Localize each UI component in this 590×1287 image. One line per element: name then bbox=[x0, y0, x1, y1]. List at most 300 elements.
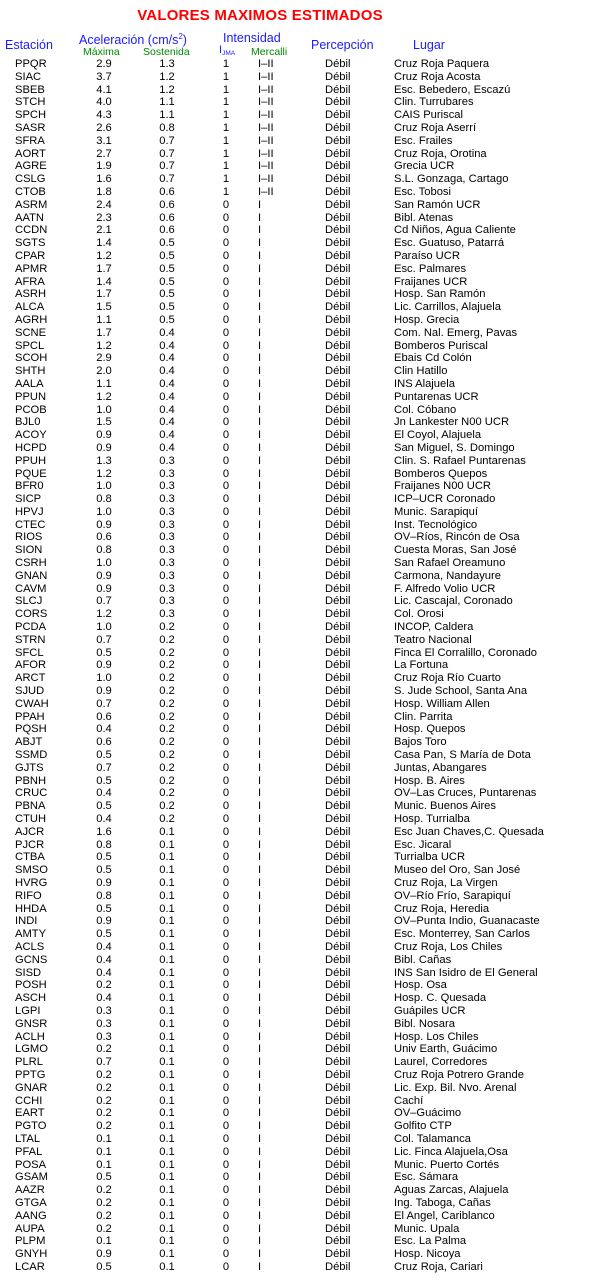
table-row bbox=[0, 813, 590, 826]
mercalli-intensity-cell: I bbox=[258, 249, 262, 262]
max-acceleration-cell: 0.4 bbox=[96, 813, 112, 826]
max-acceleration-cell: 1.2 bbox=[96, 339, 112, 352]
location-cell: Juntas, Abangares bbox=[394, 761, 487, 774]
mercalli-intensity-cell: I bbox=[258, 1184, 262, 1197]
location-cell: Clin Hatillo bbox=[394, 365, 448, 378]
subheader-maxima: Máxima bbox=[83, 46, 120, 58]
station-code-cell: PLRL bbox=[15, 1056, 43, 1069]
perception-cell: Débil bbox=[325, 710, 351, 723]
location-cell: Bajos Toro bbox=[394, 736, 447, 749]
max-acceleration-cell: 1.8 bbox=[96, 185, 112, 198]
station-code-cell: PCOB bbox=[15, 403, 47, 416]
table-row bbox=[0, 762, 590, 775]
station-code-cell: SICP bbox=[15, 493, 42, 506]
table-row bbox=[0, 148, 590, 161]
station-code-cell: PPUN bbox=[15, 390, 47, 403]
mercalli-intensity-cell: I bbox=[258, 685, 262, 698]
perception-cell: Débil bbox=[325, 390, 351, 403]
station-code-cell: PLPM bbox=[15, 1235, 46, 1248]
table-row bbox=[0, 391, 590, 404]
perception-cell: Débil bbox=[325, 940, 351, 953]
table-row bbox=[0, 314, 590, 327]
jma-intensity-cell: 0 bbox=[222, 1260, 230, 1273]
sustained-acceleration-cell: 0.2 bbox=[159, 774, 175, 787]
station-code-cell: AFRA bbox=[15, 275, 45, 288]
location-cell: INS San Isidro de El General bbox=[394, 966, 538, 979]
mercalli-intensity-cell: I bbox=[258, 877, 262, 889]
perception-cell: Débil bbox=[325, 608, 351, 621]
max-acceleration-cell: 0.5 bbox=[96, 864, 112, 877]
mercalli-intensity-cell: I bbox=[258, 595, 262, 608]
jma-intensity-cell: 0 bbox=[222, 557, 230, 570]
sustained-acceleration-cell: 0.1 bbox=[159, 1004, 175, 1017]
table-row bbox=[0, 877, 590, 890]
station-code-cell: SISD bbox=[15, 966, 42, 979]
jma-intensity-cell: 0 bbox=[222, 198, 230, 211]
table-row bbox=[0, 122, 590, 135]
sustained-acceleration-cell: 0.2 bbox=[159, 787, 175, 800]
mercalli-intensity-cell: I–II bbox=[258, 121, 274, 134]
table-row bbox=[0, 634, 590, 647]
station-code-cell: SFRA bbox=[15, 134, 45, 147]
header-aceleracion-exponent: 2 bbox=[178, 32, 183, 41]
perception-cell: Débil bbox=[325, 531, 351, 544]
jma-intensity-cell: 0 bbox=[222, 1248, 230, 1261]
table-row bbox=[0, 1043, 590, 1056]
location-cell: Cruz Roja, La Virgen bbox=[394, 877, 498, 889]
table-row bbox=[0, 96, 590, 109]
station-code-cell: SJUD bbox=[15, 685, 45, 698]
table-row bbox=[0, 71, 590, 84]
perception-cell: Débil bbox=[325, 1196, 351, 1209]
max-acceleration-cell: 0.2 bbox=[96, 1120, 112, 1133]
table-row bbox=[0, 672, 590, 685]
jma-intensity-cell: 0 bbox=[222, 288, 230, 301]
max-acceleration-cell: 1.6 bbox=[96, 173, 112, 186]
table-row bbox=[0, 1133, 590, 1146]
jma-intensity-cell: 0 bbox=[222, 1120, 230, 1133]
sustained-acceleration-cell: 0.4 bbox=[159, 441, 175, 454]
perception-cell: Débil bbox=[325, 288, 351, 301]
sustained-acceleration-cell: 0.1 bbox=[159, 1043, 175, 1056]
perception-cell: Débil bbox=[325, 173, 351, 186]
jma-intensity-cell: 0 bbox=[222, 301, 230, 314]
location-cell: Munic. Puerto Cortés bbox=[394, 1158, 500, 1171]
perception-cell: Débil bbox=[325, 1235, 351, 1248]
station-code-cell: GNAR bbox=[15, 1081, 48, 1094]
perception-cell: Débil bbox=[325, 185, 351, 198]
jma-intensity-cell: 0 bbox=[222, 800, 230, 813]
mercalli-intensity-cell: I bbox=[258, 1222, 262, 1235]
max-acceleration-cell: 0.2 bbox=[96, 1184, 112, 1197]
mercalli-intensity-cell: I–II bbox=[258, 160, 274, 173]
jma-intensity-cell: 0 bbox=[222, 1043, 230, 1056]
max-acceleration-cell: 1.4 bbox=[96, 275, 112, 288]
jma-intensity-cell: 0 bbox=[222, 672, 230, 685]
max-acceleration-cell: 1.2 bbox=[96, 608, 112, 621]
sustained-acceleration-cell: 0.1 bbox=[159, 902, 175, 915]
perception-cell: Débil bbox=[325, 1004, 351, 1017]
table-row bbox=[0, 544, 590, 557]
table-row bbox=[0, 173, 590, 186]
mercalli-intensity-cell: I bbox=[258, 915, 262, 928]
location-cell: ICP–UCR Coronado bbox=[394, 493, 496, 506]
perception-cell: Débil bbox=[325, 365, 351, 378]
mercalli-intensity-cell: I bbox=[258, 301, 262, 314]
perception-cell: Débil bbox=[325, 480, 351, 493]
max-acceleration-cell: 4.1 bbox=[96, 83, 112, 96]
station-code-cell: ASCH bbox=[15, 992, 47, 1005]
jma-intensity-cell: 0 bbox=[222, 224, 230, 237]
location-cell: Col. Talamanca bbox=[394, 1132, 471, 1145]
mercalli-intensity-cell: I bbox=[258, 557, 262, 570]
station-code-cell: SCNE bbox=[15, 326, 47, 339]
perception-cell: Débil bbox=[325, 953, 351, 966]
sustained-acceleration-cell: 0.3 bbox=[159, 480, 175, 493]
mercalli-intensity-cell: I bbox=[258, 646, 262, 659]
station-code-cell: LTAL bbox=[15, 1132, 41, 1145]
table-row bbox=[0, 237, 590, 250]
max-acceleration-cell: 0.6 bbox=[96, 531, 112, 544]
jma-intensity-cell: 0 bbox=[222, 275, 230, 288]
max-acceleration-cell: 0.8 bbox=[96, 838, 112, 851]
perception-cell: Débil bbox=[325, 1222, 351, 1235]
max-acceleration-cell: 1.0 bbox=[96, 403, 112, 416]
table-row bbox=[0, 493, 590, 506]
jma-intensity-cell: 0 bbox=[222, 992, 230, 1005]
mercalli-intensity-cell: I bbox=[258, 851, 262, 864]
sustained-acceleration-cell: 0.4 bbox=[159, 377, 175, 390]
jma-intensity-cell: 0 bbox=[222, 902, 230, 915]
mercalli-intensity-cell: I bbox=[258, 1158, 262, 1171]
mercalli-intensity-cell: I bbox=[258, 1056, 262, 1069]
jma-intensity-cell: 0 bbox=[222, 646, 230, 659]
sustained-acceleration-cell: 0.1 bbox=[159, 1235, 175, 1248]
sustained-acceleration-cell: 0.1 bbox=[159, 1068, 175, 1081]
max-acceleration-cell: 3.7 bbox=[96, 70, 112, 83]
jma-intensity-cell: 0 bbox=[222, 1081, 230, 1094]
station-code-cell: AMTY bbox=[15, 928, 47, 941]
table-row bbox=[0, 416, 590, 429]
jma-intensity-cell: 0 bbox=[222, 851, 230, 864]
station-code-cell: HPVJ bbox=[15, 505, 44, 518]
max-acceleration-cell: 1.5 bbox=[96, 301, 112, 314]
table-row bbox=[0, 455, 590, 468]
mercalli-intensity-cell: I bbox=[258, 813, 262, 826]
mercalli-intensity-cell: I bbox=[258, 608, 262, 621]
header-aceleracion-label: Aceleración (cm/s bbox=[79, 33, 179, 47]
subheader-ijma-subscript: JMA bbox=[222, 50, 236, 57]
jma-intensity-cell: 0 bbox=[222, 390, 230, 403]
max-acceleration-cell: 1.2 bbox=[96, 467, 112, 480]
max-acceleration-cell: 1.6 bbox=[96, 825, 112, 838]
max-acceleration-cell: 0.7 bbox=[96, 761, 112, 774]
station-code-cell: APMR bbox=[15, 262, 48, 275]
perception-cell: Débil bbox=[325, 864, 351, 877]
table-row bbox=[0, 915, 590, 928]
max-acceleration-cell: 1.2 bbox=[96, 390, 112, 403]
station-code-cell: SPCH bbox=[15, 109, 47, 122]
table-row bbox=[0, 1171, 590, 1184]
mercalli-intensity-cell: I bbox=[258, 544, 262, 557]
table-row bbox=[0, 941, 590, 954]
station-code-cell: AUPA bbox=[15, 1222, 45, 1235]
perception-cell: Débil bbox=[325, 736, 351, 749]
perception-cell: Débil bbox=[325, 1260, 351, 1273]
sustained-acceleration-cell: 0.6 bbox=[159, 224, 175, 237]
header-aceleracion-close: ) bbox=[182, 33, 187, 47]
location-cell: Esc. Palmares bbox=[394, 262, 467, 275]
location-cell: Paraíso UCR bbox=[394, 249, 460, 262]
subheader-sostenida: Sostenida bbox=[143, 46, 190, 58]
sustained-acceleration-cell: 0.2 bbox=[159, 736, 175, 749]
sustained-acceleration-cell: 0.1 bbox=[159, 1248, 175, 1261]
mercalli-intensity-cell: I bbox=[258, 467, 262, 480]
location-cell: Lic. Exp. Bil. Nvo. Arenal bbox=[394, 1081, 517, 1094]
station-code-cell: CPAR bbox=[15, 249, 46, 262]
sustained-acceleration-cell: 0.1 bbox=[159, 992, 175, 1005]
table-row bbox=[0, 723, 590, 736]
sustained-acceleration-cell: 0.2 bbox=[159, 813, 175, 826]
jma-intensity-cell: 0 bbox=[222, 685, 230, 698]
max-acceleration-cell: 0.6 bbox=[96, 736, 112, 749]
station-code-cell: GNSR bbox=[15, 1017, 48, 1030]
perception-cell: Débil bbox=[325, 966, 351, 979]
max-acceleration-cell: 0.9 bbox=[96, 877, 112, 889]
sustained-acceleration-cell: 0.2 bbox=[159, 659, 175, 672]
jma-intensity-cell: 0 bbox=[222, 1030, 230, 1043]
location-cell: Carmona, Nandayure bbox=[394, 569, 501, 582]
sustained-acceleration-cell: 0.1 bbox=[159, 1209, 175, 1222]
perception-cell: Débil bbox=[325, 1248, 351, 1261]
max-acceleration-cell: 2.9 bbox=[96, 58, 112, 70]
mercalli-intensity-cell: I bbox=[258, 339, 262, 352]
perception-cell: Débil bbox=[325, 595, 351, 608]
station-code-cell: AORT bbox=[15, 147, 46, 160]
max-acceleration-cell: 0.2 bbox=[96, 1068, 112, 1081]
perception-cell: Débil bbox=[325, 518, 351, 531]
sustained-acceleration-cell: 0.1 bbox=[159, 1017, 175, 1030]
station-table bbox=[0, 58, 590, 1274]
location-cell: Lic. Finca Alajuela,Osa bbox=[394, 1145, 508, 1158]
perception-cell: Débil bbox=[325, 979, 351, 992]
table-row bbox=[0, 903, 590, 916]
table-row bbox=[0, 647, 590, 660]
jma-intensity-cell: 1 bbox=[222, 160, 230, 173]
location-cell: S. Jude School, Santa Ana bbox=[394, 685, 528, 698]
sustained-acceleration-cell: 0.2 bbox=[159, 749, 175, 762]
jma-intensity-cell: 1 bbox=[222, 109, 230, 122]
perception-cell: Débil bbox=[325, 723, 351, 736]
mercalli-intensity-cell: I bbox=[258, 940, 262, 953]
perception-cell: Débil bbox=[325, 928, 351, 941]
station-code-cell: PJCR bbox=[15, 838, 45, 851]
sustained-acceleration-cell: 0.3 bbox=[159, 544, 175, 557]
station-code-cell: CSRH bbox=[15, 557, 47, 570]
station-code-cell: STCH bbox=[15, 96, 46, 109]
perception-cell: Débil bbox=[325, 646, 351, 659]
max-acceleration-cell: 0.1 bbox=[96, 1132, 112, 1145]
mercalli-intensity-cell: I–II bbox=[258, 83, 274, 96]
max-acceleration-cell: 1.0 bbox=[96, 672, 112, 685]
jma-intensity-cell: 0 bbox=[222, 493, 230, 506]
mercalli-intensity-cell: I bbox=[258, 1260, 262, 1273]
perception-cell: Débil bbox=[325, 774, 351, 787]
max-acceleration-cell: 2.3 bbox=[96, 211, 112, 224]
location-cell: OV–Las Cruces, Puntarenas bbox=[394, 787, 537, 800]
perception-cell: Débil bbox=[325, 1209, 351, 1222]
mercalli-intensity-cell: I bbox=[258, 749, 262, 762]
sustained-acceleration-cell: 0.1 bbox=[159, 1145, 175, 1158]
mercalli-intensity-cell: I bbox=[258, 237, 262, 250]
location-cell: Esc. Frailes bbox=[394, 134, 453, 147]
location-cell: Cruz Roja Acosta bbox=[394, 70, 481, 83]
station-code-cell: PQUE bbox=[15, 467, 47, 480]
perception-cell: Débil bbox=[325, 1017, 351, 1030]
sustained-acceleration-cell: 0.3 bbox=[159, 569, 175, 582]
mercalli-intensity-cell: I bbox=[258, 787, 262, 800]
location-cell: Hosp. San Ramón bbox=[394, 288, 486, 301]
table-row bbox=[0, 992, 590, 1005]
location-cell: Museo del Oro, San José bbox=[394, 864, 521, 877]
station-code-cell: CSLG bbox=[15, 173, 46, 186]
sustained-acceleration-cell: 1.1 bbox=[159, 96, 175, 109]
jma-intensity-cell: 0 bbox=[222, 877, 230, 889]
jma-intensity-cell: 0 bbox=[222, 1068, 230, 1081]
location-cell: Cruz Roja, Orotina bbox=[394, 147, 487, 160]
location-cell: San Miguel, S. Domingo bbox=[394, 441, 515, 454]
max-acceleration-cell: 0.6 bbox=[96, 710, 112, 723]
jma-intensity-cell: 0 bbox=[222, 787, 230, 800]
station-code-cell: PFAL bbox=[15, 1145, 43, 1158]
mercalli-intensity-cell: I bbox=[258, 1107, 262, 1120]
table-row bbox=[0, 570, 590, 583]
mercalli-intensity-cell: I bbox=[258, 493, 262, 506]
table-row bbox=[0, 685, 590, 698]
jma-intensity-cell: 0 bbox=[222, 211, 230, 224]
perception-cell: Débil bbox=[325, 1056, 351, 1069]
table-row bbox=[0, 276, 590, 289]
sustained-acceleration-cell: 0.2 bbox=[159, 710, 175, 723]
jma-intensity-cell: 0 bbox=[222, 505, 230, 518]
jma-intensity-cell: 0 bbox=[222, 723, 230, 736]
sustained-acceleration-cell: 0.1 bbox=[159, 953, 175, 966]
perception-cell: Débil bbox=[325, 58, 351, 70]
table-row bbox=[0, 250, 590, 263]
location-cell: Hosp. Turrialba bbox=[394, 813, 470, 826]
table-row bbox=[0, 429, 590, 442]
location-cell: Esc. Jicaral bbox=[394, 838, 452, 851]
mercalli-intensity-cell: I–II bbox=[258, 185, 274, 198]
table-row bbox=[0, 442, 590, 455]
mercalli-intensity-cell: I bbox=[258, 480, 262, 493]
max-acceleration-cell: 2.0 bbox=[96, 365, 112, 378]
table-row bbox=[0, 531, 590, 544]
max-acceleration-cell: 0.5 bbox=[96, 851, 112, 864]
location-cell: Laurel, Corredores bbox=[394, 1056, 488, 1069]
station-code-cell: GSAM bbox=[15, 1171, 48, 1184]
station-code-cell: EART bbox=[15, 1107, 45, 1120]
location-cell: Ebais Cd Colón bbox=[394, 352, 472, 365]
perception-cell: Débil bbox=[325, 838, 351, 851]
location-cell: OV–Ríos, Rincón de Osa bbox=[394, 531, 520, 544]
location-cell: Cruz Roja, Heredia bbox=[394, 902, 490, 915]
sustained-acceleration-cell: 0.3 bbox=[159, 454, 175, 467]
sustained-acceleration-cell: 1.1 bbox=[159, 109, 175, 122]
location-cell: Fraijanes N00 UCR bbox=[394, 480, 491, 493]
jma-intensity-cell: 0 bbox=[222, 313, 230, 326]
station-code-cell: GNYH bbox=[15, 1248, 48, 1261]
station-code-cell: SGTS bbox=[15, 237, 46, 250]
perception-cell: Débil bbox=[325, 800, 351, 813]
table-row bbox=[0, 595, 590, 608]
mercalli-intensity-cell: I bbox=[258, 697, 262, 710]
max-acceleration-cell: 0.7 bbox=[96, 595, 112, 608]
table-row bbox=[0, 58, 590, 71]
sustained-acceleration-cell: 0.1 bbox=[159, 825, 175, 838]
mercalli-intensity-cell: I bbox=[258, 838, 262, 851]
mercalli-intensity-cell: I bbox=[258, 1043, 262, 1056]
sustained-acceleration-cell: 0.1 bbox=[159, 1107, 175, 1120]
location-cell: Hosp. Nicoya bbox=[394, 1248, 461, 1261]
location-cell: Esc. Monterrey, San Carlos bbox=[394, 928, 530, 941]
location-cell: Clin. Parrita bbox=[394, 710, 453, 723]
sustained-acceleration-cell: 0.5 bbox=[159, 301, 175, 314]
sustained-acceleration-cell: 0.2 bbox=[159, 697, 175, 710]
sustained-acceleration-cell: 0.1 bbox=[159, 851, 175, 864]
station-code-cell: ACLS bbox=[15, 940, 45, 953]
perception-cell: Débil bbox=[325, 377, 351, 390]
max-acceleration-cell: 1.1 bbox=[96, 313, 112, 326]
perception-cell: Débil bbox=[325, 262, 351, 275]
sustained-acceleration-cell: 0.2 bbox=[159, 761, 175, 774]
max-acceleration-cell: 0.5 bbox=[96, 749, 112, 762]
sustained-acceleration-cell: 0.1 bbox=[159, 979, 175, 992]
mercalli-intensity-cell: I bbox=[258, 928, 262, 941]
station-code-cell: CCDN bbox=[15, 224, 48, 237]
table-row bbox=[0, 135, 590, 148]
table-row bbox=[0, 1184, 590, 1197]
mercalli-intensity-cell: I bbox=[258, 953, 262, 966]
sustained-acceleration-cell: 0.2 bbox=[159, 800, 175, 813]
mercalli-intensity-cell: I bbox=[258, 518, 262, 531]
table-row bbox=[0, 160, 590, 173]
max-acceleration-cell: 0.9 bbox=[96, 441, 112, 454]
table-row bbox=[0, 583, 590, 596]
table-row bbox=[0, 340, 590, 353]
sustained-acceleration-cell: 0.1 bbox=[159, 1260, 175, 1273]
max-acceleration-cell: 0.5 bbox=[96, 1171, 112, 1184]
jma-intensity-cell: 0 bbox=[222, 710, 230, 723]
station-code-cell: SHTH bbox=[15, 365, 46, 378]
jma-intensity-cell: 0 bbox=[222, 1004, 230, 1017]
max-acceleration-cell: 1.9 bbox=[96, 160, 112, 173]
max-acceleration-cell: 0.4 bbox=[96, 953, 112, 966]
jma-intensity-cell: 0 bbox=[222, 377, 230, 390]
jma-intensity-cell: 0 bbox=[222, 326, 230, 339]
mercalli-intensity-cell: I bbox=[258, 621, 262, 634]
station-code-cell: CTOB bbox=[15, 185, 46, 198]
sustained-acceleration-cell: 0.8 bbox=[159, 121, 175, 134]
jma-intensity-cell: 0 bbox=[222, 838, 230, 851]
sustained-acceleration-cell: 0.1 bbox=[159, 877, 175, 889]
station-code-cell: SFCL bbox=[15, 646, 44, 659]
location-cell: Fraijanes UCR bbox=[394, 275, 468, 288]
station-code-cell: AGRE bbox=[15, 160, 47, 173]
station-code-cell: CWAH bbox=[15, 697, 49, 710]
table-row bbox=[0, 378, 590, 391]
sustained-acceleration-cell: 0.5 bbox=[159, 262, 175, 275]
